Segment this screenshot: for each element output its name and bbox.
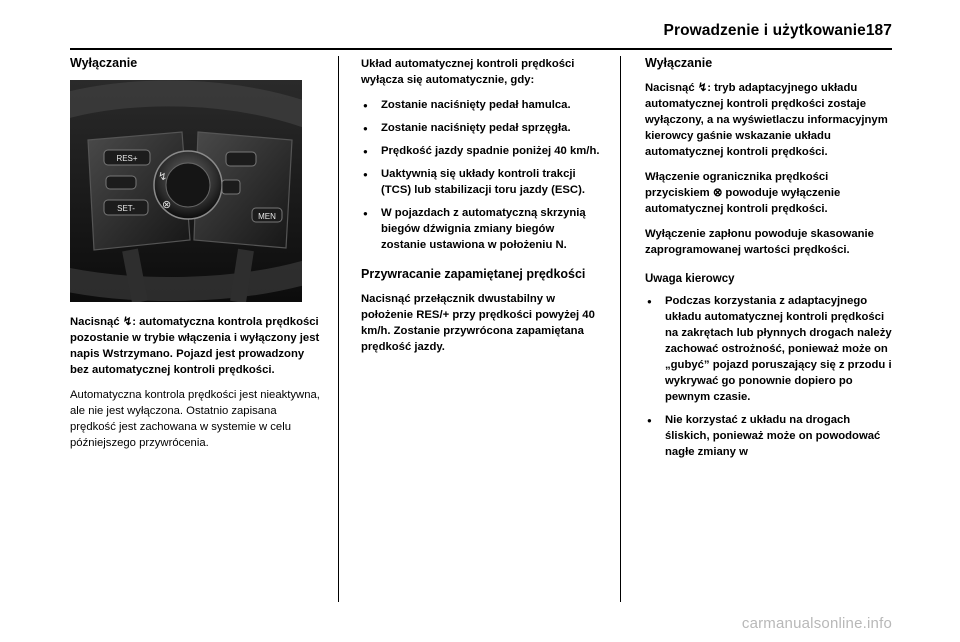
column-1 xyxy=(70,56,338,602)
paragraph-speed-limiter xyxy=(645,169,892,217)
paragraph-lead: Nacisnąć xyxy=(70,315,123,328)
svg-text:MEN: MEN xyxy=(258,211,276,221)
page-columns xyxy=(70,56,892,602)
paragraph-disable-cruise xyxy=(70,314,320,378)
auto-off-conditions-list xyxy=(361,97,602,253)
section-heading-resume: Przywracanie zapamiętanej prędkości xyxy=(361,267,586,282)
list-item: ● W pojazdach z automatyczną skrzynią biegów dźwignia zmiany biegów zostanie ustawiona w położeniu N. xyxy=(361,205,602,253)
column-2 xyxy=(338,56,620,602)
paragraph-rest: : automatyczna kontrola prędkości pozostanie w trybie włączenia i wyłączony jest napis Wstrzymano. Pojazd jest prowadzony bez automatycznej kontroli prędkości. xyxy=(70,315,320,376)
list-item: ● Zostanie naciśnięty pedał hamulca. xyxy=(361,97,602,113)
watermark: carmanualsonline.info xyxy=(741,615,892,632)
steering-wheel-controls-illustration xyxy=(70,80,320,302)
note-heading-driver: Uwaga kierowcy xyxy=(645,272,735,285)
paragraph-ignition-off: Wyłączenie zapłonu powoduje skasowanie zaprogramowanej wartości prędkości. xyxy=(645,227,874,256)
paragraph-lead: Włączenie ogranicznika prędkości przyciskiem xyxy=(645,170,829,199)
paragraph-resume-speed: Nacisnąć przełącznik dwustabilny w położenie RES/+ przy prędkości powyżej 40 km/h. Zostanie przywrócona zapamiętana prędkość jazdy. xyxy=(361,292,595,354)
list-item: ● Uaktywnią się układy kontroli trakcji (TCS) lub stabilizacji toru jazdy (ESC). xyxy=(361,166,602,198)
cruise-pause-icon: ↯ xyxy=(697,81,708,94)
list-item: ● Zostanie naciśnięty pedał sprzęgła. xyxy=(361,120,602,136)
svg-text:SET-: SET- xyxy=(117,203,135,213)
svg-text:⊗: ⊗ xyxy=(162,198,172,211)
page-title: Prowadzenie i użytkowanie187 xyxy=(663,22,892,39)
paragraph-rest: : tryb adaptacyjnego układu automatycznej kontroli prędkości zostaje wyłączony, a na wyświetlaczu informacyjnym kierowcy gaśnie wskazanie układu automatycznej kontroli prędkości. xyxy=(645,81,888,158)
page-header xyxy=(70,22,892,50)
paragraph-inactive-not-off: Automatyczna kontrola prędkości jest nieaktywna, ale nie jest wyłączona. Ostatnio zapisana prędkość jest zachowana w systemie w celu późniejszego przywrócenia. xyxy=(70,388,320,449)
driver-notes-list xyxy=(645,293,892,460)
list-item: ● Podczas korzystania z adaptacyjnego układu automatycznej kontroli prędkości na zakrętach lub płynnych drogach należy zachować ostrożność, ponieważ może on „gubyć” pojazd poruszający się z przodu i wykrywać go ponownie dopiero po pewnym czasie. xyxy=(645,293,892,405)
speed-limiter-icon: ⊗ xyxy=(712,186,723,199)
column-3 xyxy=(620,56,892,602)
section-heading-disable: Wyłączanie xyxy=(70,56,138,70)
paragraph-adaptive-off xyxy=(645,80,892,160)
section-heading-disable-adaptive: Wyłączanie xyxy=(645,56,713,70)
svg-text:↯: ↯ xyxy=(158,170,168,183)
cruise-pause-icon: ↯ xyxy=(122,315,133,328)
svg-text:RES+: RES+ xyxy=(116,153,138,163)
paragraph-lead: Nacisnąć xyxy=(645,81,698,94)
list-item: ● Nie korzystać z układu na drogach śliskich, ponieważ może on powodować nagłe zmiany w xyxy=(645,412,892,460)
paragraph-auto-off-intro: Układ automatycznej kontroli prędkości wyłącza się automatycznie, gdy: xyxy=(361,58,575,87)
list-item: ● Prędkość jazdy spadnie poniżej 40 km/h. xyxy=(361,143,602,159)
paragraph-rest: powoduje wyłączenie automatycznej kontroli prędkości. xyxy=(645,186,841,215)
